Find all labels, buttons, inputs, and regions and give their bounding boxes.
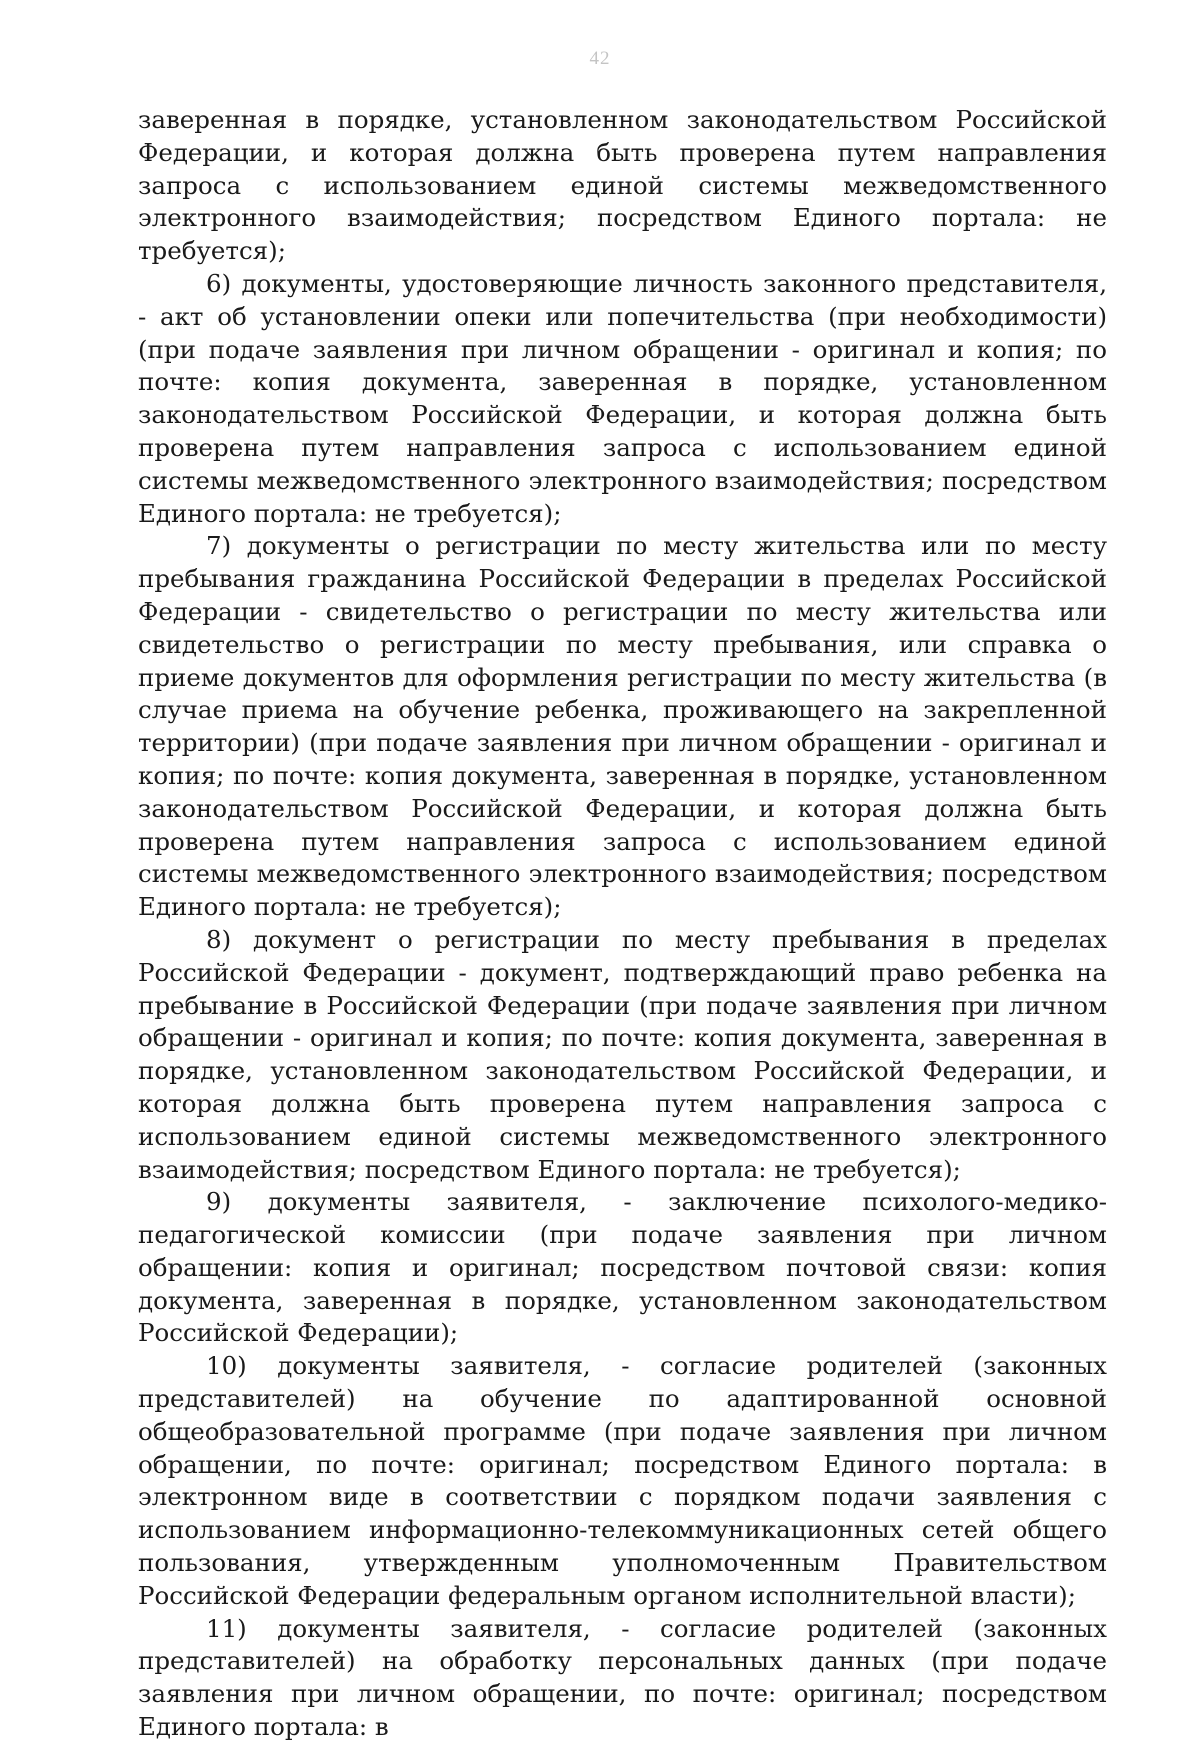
paragraph-item-9: 9) документы заявителя, - заключение психолого-медико-педагогической комиссии (при подаче заявления при личном обращении: копия и оригинал; посредством почтовой связи: копия документа, заверенная в порядке, установленном законодательством Российской Федерации);	[138, 1187, 1107, 1348]
paragraph-continuation: заверенная в порядке, установленном законодательством Российской Федерации, и которая должна быть проверена путем направления запроса с использованием единой системы межведомственного электронного взаимодействия; посредством Единого портала: не требуется);	[138, 105, 1107, 266]
paragraph-item-7: 7) документы о регистрации по месту жительства или по месту пребывания гражданина Российской Федерации в пределах Российской Федерации - свидетельство о регистрации по месту жительства или свидетельство о регистрации по месту пребывания, или справка о приеме документов для оформления регистрации по месту жительства (в случае приема на обучение ребенка, проживающего на закрепленной территории) (при подаче заявления при личном обращении - оригинал и копия; по почте: копия документа, заверенная в порядке, установленном законодательством Российской Федерации, и которая должна быть проверена путем направления запроса с использованием единой системы межведомственного электронного взаимодействия; посредством Единого портала: не требуется);	[138, 531, 1107, 922]
paragraph-item-6: 6) документы, удостоверяющие личность законного представителя, - акт об установлении опеки или попечительства (при необходимости) (при подаче заявления при личном обращении - оригинал и копия; по почте: копия документа, заверенная в порядке, установленном законодательством Российской Федерации, и которая должна быть проверена путем направления запроса с использованием единой системы межведомственного электронного взаимодействия; посредством Единого портала: не требуется);	[138, 268, 1107, 528]
document-body	[138, 104, 1107, 1744]
paragraph-item-8: 8) документ о регистрации по месту пребывания в пределах Российской Федерации - документ, подтверждающий право ребенка на пребывание в Российской Федерации (при подаче заявления при личном обращении - оригинал и копия; по почте: копия документа, заверенная в порядке, установленном законодательством Российской Федерации, и которая должна быть проверена путем направления запроса с использованием единой системы межведомственного электронного взаимодействия; посредством Единого портала: не требуется);	[138, 924, 1107, 1184]
page-number: 42	[589, 48, 611, 69]
paragraph-item-10: 10) документы заявителя, - согласие родителей (законных представителей) на обучение по адаптированной основной общеобразовательной программе (при подаче заявления при личном обращении, по почте: оригинал; посредством Единого портала: в электронном виде в соответствии с порядком подачи заявления с использованием информационно-телекоммуникационных сетей общего пользования, утвержденным уполномоченным Правительством Российской Федерации федеральным органом исполнительной власти);	[138, 1351, 1107, 1610]
paragraph-item-11: 11) документы заявителя, - согласие родителей (законных представителей) на обработку персональных данных (при подаче заявления при личном обращении, по почте: оригинал; посредством Единого портала: в	[138, 1613, 1107, 1742]
